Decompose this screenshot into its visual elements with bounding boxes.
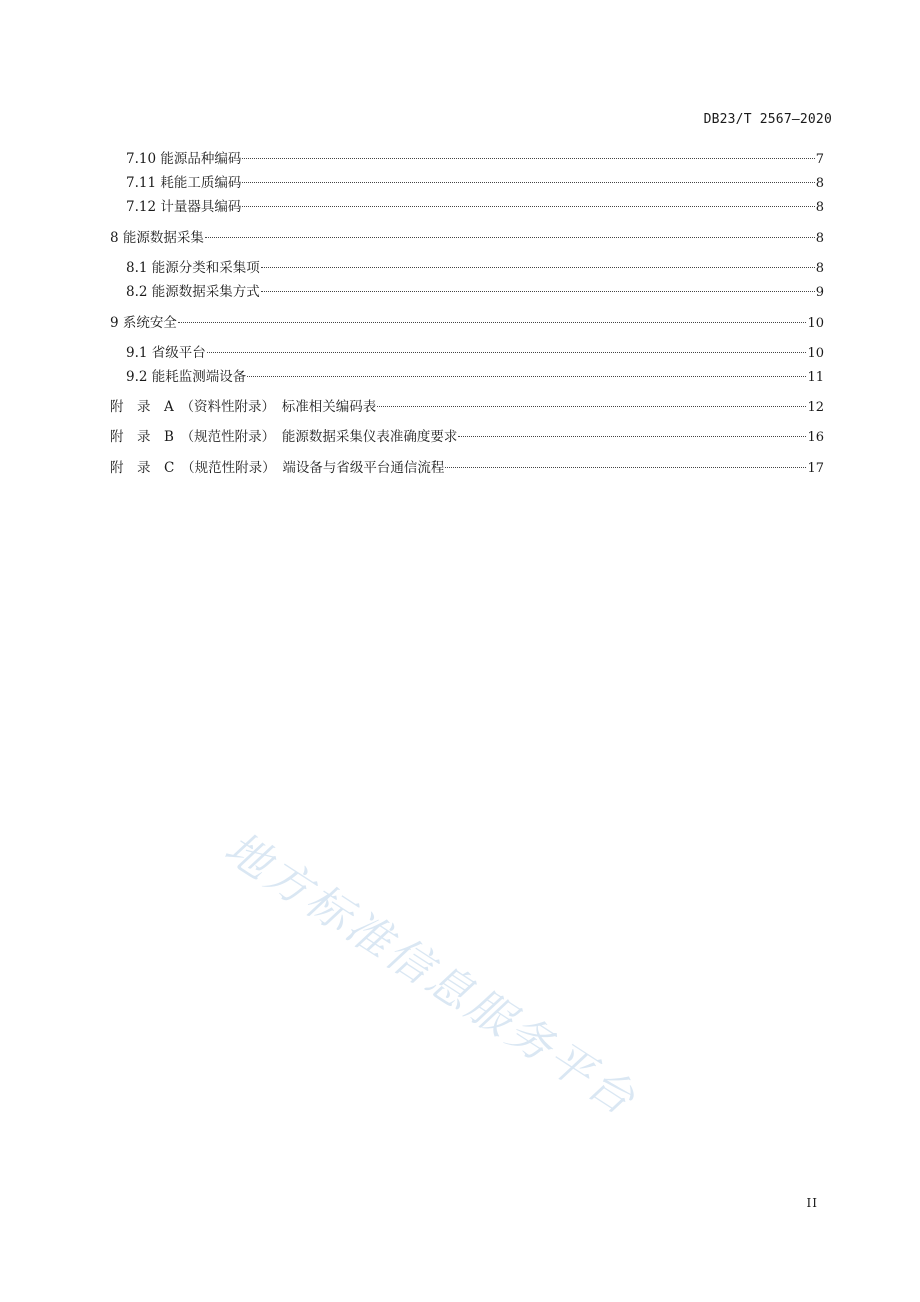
toc-entry-label: 8.1 能源分类和采集项 <box>126 260 260 276</box>
toc-leader-dots <box>261 291 815 292</box>
toc-entry[interactable] <box>110 397 824 417</box>
page-number: II <box>806 1196 818 1210</box>
toc-entry-page: 8 <box>815 261 824 276</box>
toc-entry-label: 8.2 能源数据采集方式 <box>126 284 260 300</box>
toc-entry[interactable] <box>110 197 824 217</box>
toc-entry[interactable] <box>110 427 824 447</box>
toc-entry-label: 7.10 能源品种编码 <box>126 151 242 167</box>
toc-entry-page: 8 <box>815 200 824 215</box>
toc-entry-label: 9 系统安全 <box>110 315 177 331</box>
toc-entry-page: 10 <box>807 346 824 361</box>
toc-leader-dots <box>261 267 815 268</box>
toc-entry[interactable] <box>110 343 824 363</box>
toc-entry-page: 11 <box>807 370 824 385</box>
watermark-text: 地方标准信息服务平台 <box>215 822 646 1127</box>
toc-leader-dots <box>205 237 815 238</box>
toc-entry-label: 7.12 计量器具编码 <box>126 199 242 215</box>
toc-entry-label: 9.1 省级平台 <box>126 345 206 361</box>
toc-entry-label: 7.11 耗能工质编码 <box>126 175 242 191</box>
toc-leader-dots <box>242 158 814 159</box>
toc-entry-label: 附 录 A （资料性附录） 标准相关编码表 <box>110 399 377 415</box>
toc-leader-dots <box>178 322 807 323</box>
toc-entry-page: 17 <box>807 461 824 476</box>
toc-entry[interactable] <box>110 313 824 333</box>
toc-entry-page: 10 <box>807 316 824 331</box>
toc-entry-label: 8 能源数据采集 <box>110 230 204 246</box>
toc-entry-label: 9.2 能耗监测端设备 <box>126 369 247 385</box>
toc-leader-dots <box>377 406 806 407</box>
toc-leader-dots <box>242 182 814 183</box>
toc-leader-dots <box>242 206 814 207</box>
toc-leader-dots <box>445 467 806 468</box>
toc-leader-dots <box>207 352 807 353</box>
toc-entry[interactable] <box>110 367 824 387</box>
toc-entry[interactable] <box>110 458 824 478</box>
toc-entry-page: 12 <box>807 400 824 415</box>
toc-entry-page: 8 <box>815 231 824 246</box>
toc-leader-dots <box>458 436 806 437</box>
toc-entry-label: 附 录 B （规范性附录） 能源数据采集仪表准确度要求 <box>110 429 458 445</box>
toc-entry[interactable] <box>110 149 824 169</box>
toc-entry[interactable] <box>110 228 824 248</box>
toc-entry[interactable] <box>110 173 824 193</box>
standard-code: DB23/T 2567—2020 <box>703 112 832 127</box>
toc-entry[interactable] <box>110 282 824 302</box>
toc-entry[interactable] <box>110 258 824 278</box>
toc-entry-label: 附 录 C （规范性附录） 端设备与省级平台通信流程 <box>110 460 445 476</box>
toc-entry-page: 9 <box>815 285 824 300</box>
toc-entry-page: 8 <box>815 176 824 191</box>
toc-entry-page: 7 <box>815 152 824 167</box>
toc-leader-dots <box>247 376 806 377</box>
toc-entry-page: 16 <box>807 430 824 445</box>
